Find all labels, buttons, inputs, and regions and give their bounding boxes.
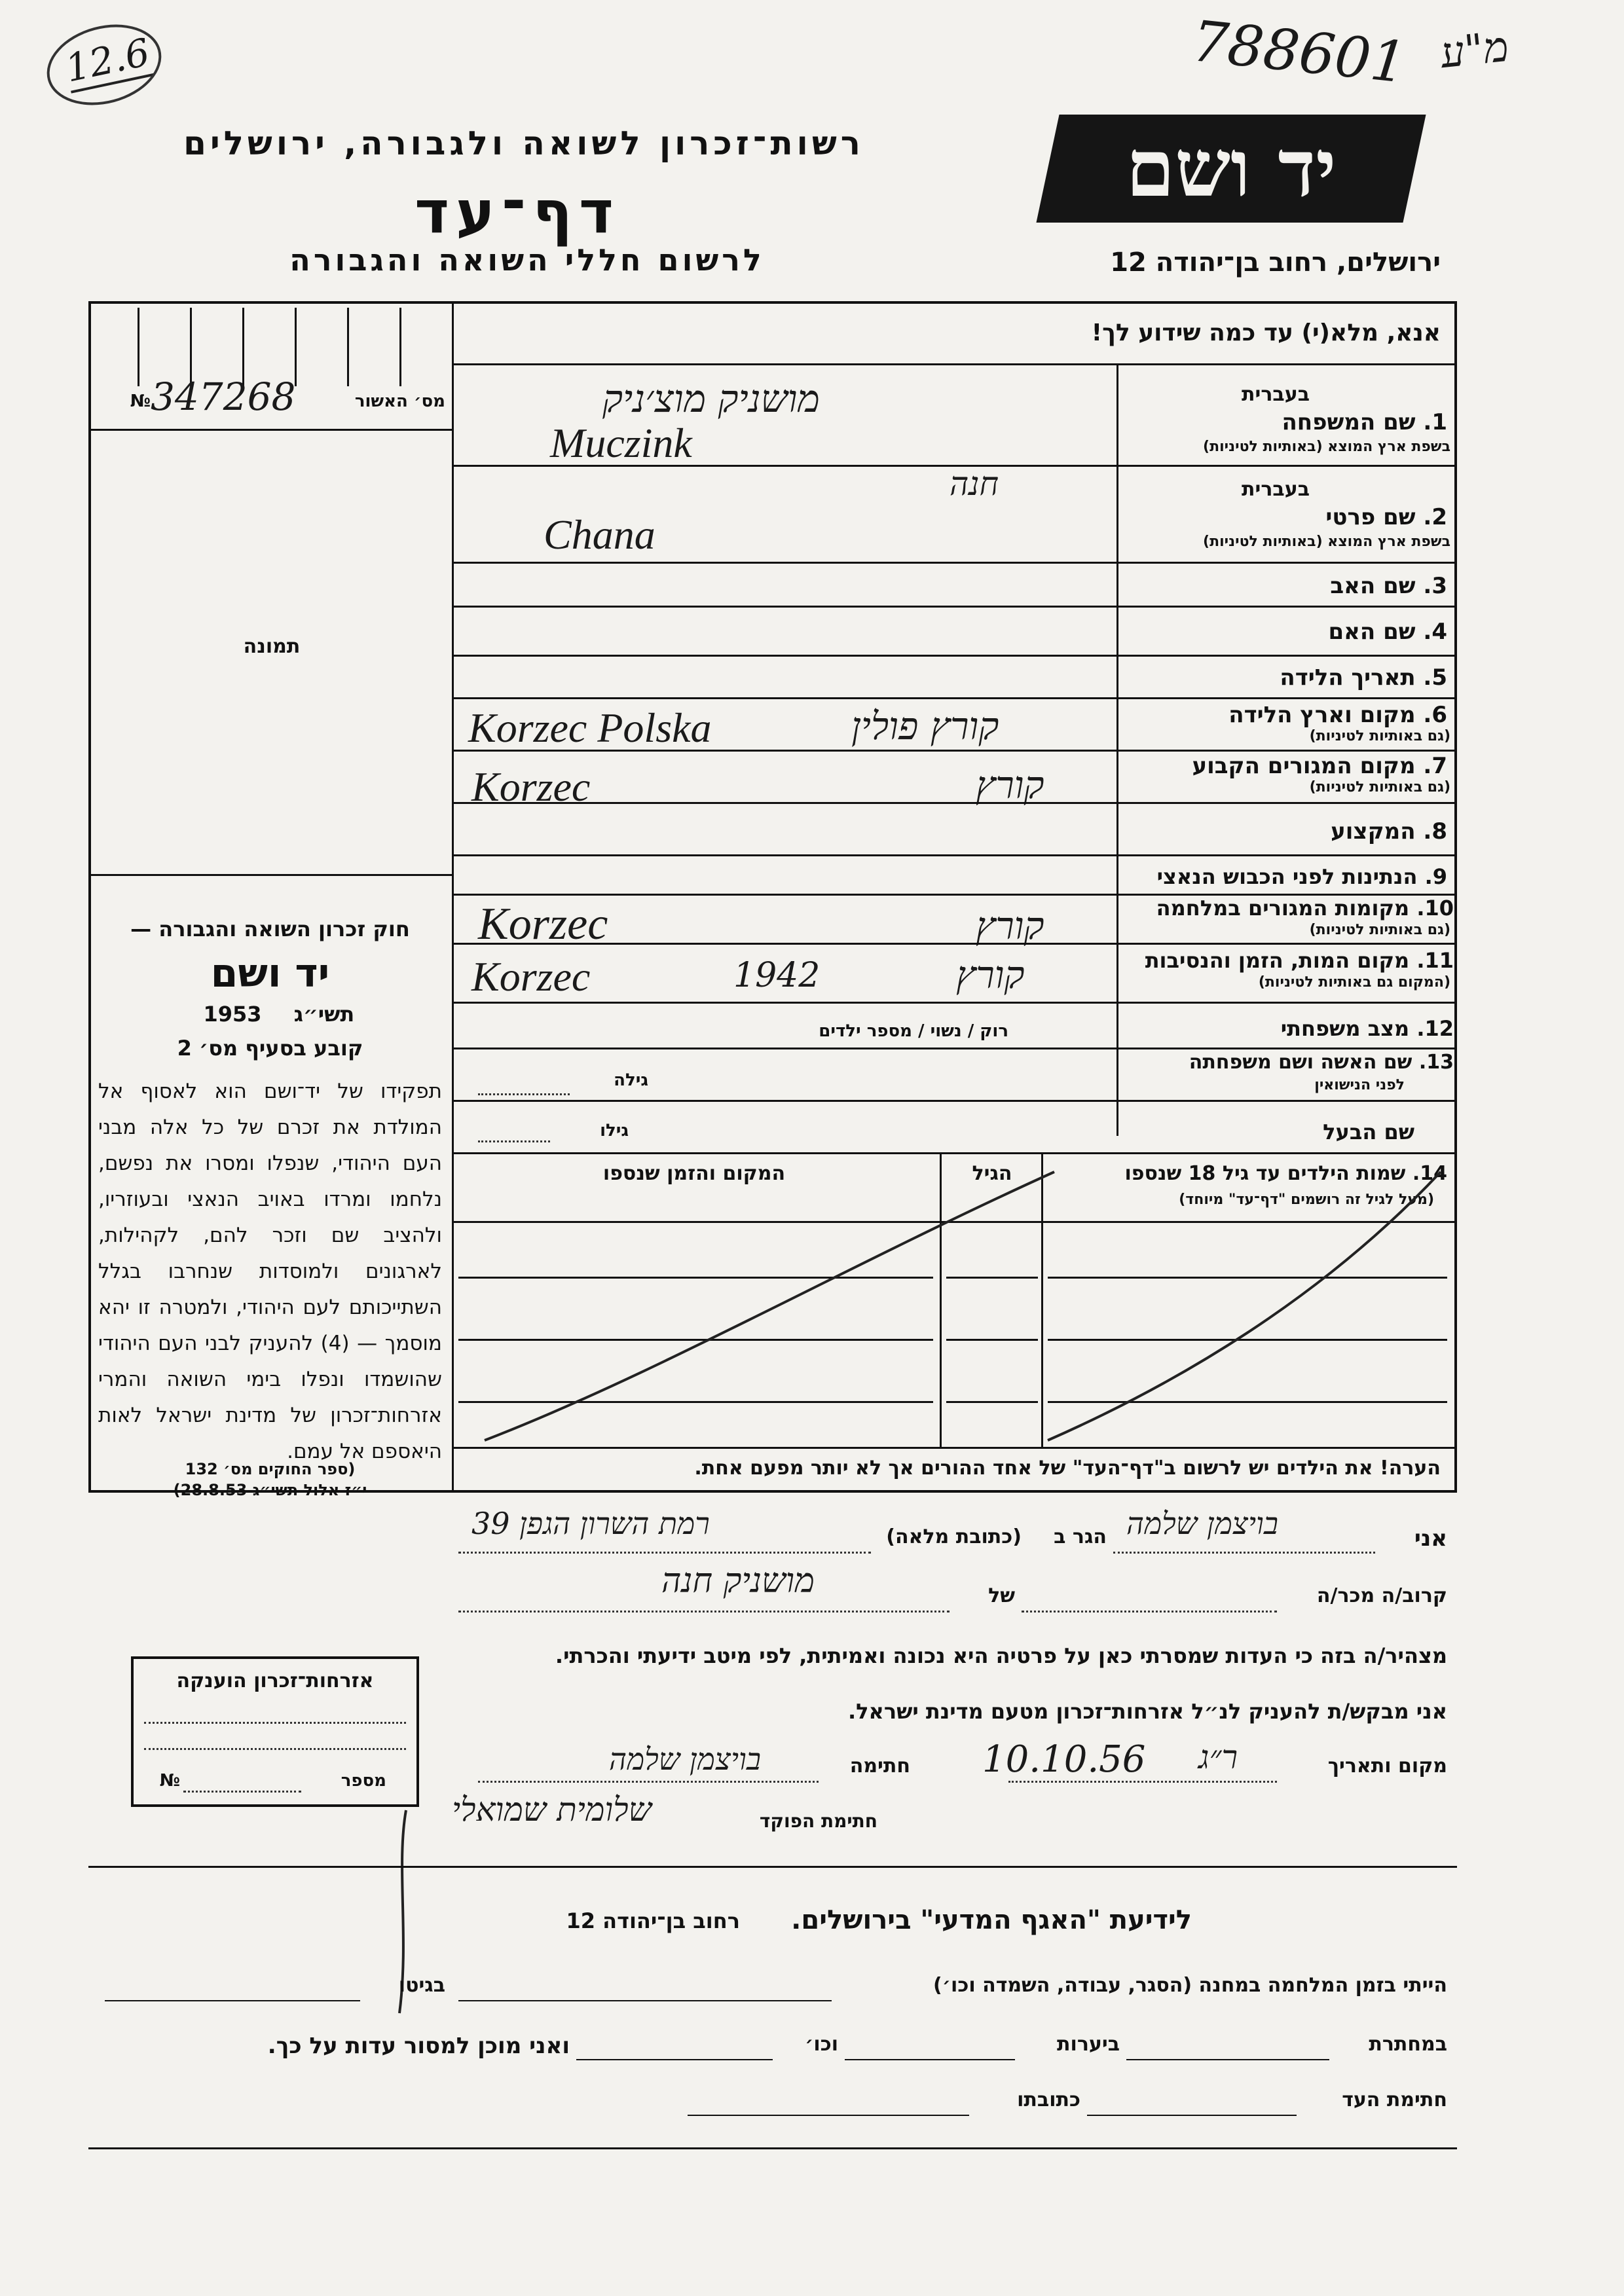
decl-date-value: 10.10.56 — [982, 1738, 1146, 1781]
research-line2-c: וכו׳ — [805, 2033, 838, 2056]
research-line1-b: בגיטו — [398, 1974, 445, 1997]
field-1-value-latin: Muczink — [550, 420, 692, 466]
decl-of: של — [988, 1584, 1015, 1607]
approval-no-label: № — [130, 392, 151, 411]
approval-label: מס׳ האשור — [354, 392, 445, 411]
field-7-value-he: קורץ — [976, 763, 1044, 807]
field-10-value-he: קורץ — [976, 903, 1044, 948]
field-8-label: 8. המקצוע — [1331, 818, 1447, 845]
row-divider — [452, 854, 1457, 856]
decl-relative-line — [1022, 1611, 1277, 1613]
photo-divider — [88, 874, 452, 876]
citizenship-box-no: № — [159, 1771, 180, 1791]
field-6-value-latin: Korzec Polska — [468, 704, 712, 751]
decl-place-line — [1008, 1781, 1277, 1783]
field-1-value-he: מושניק מוצ׳ניק — [602, 376, 820, 421]
row-divider — [452, 1002, 1457, 1004]
research-line3-a: חתימת העד — [1342, 2088, 1447, 2111]
law-title: חוק זכרון השואה והגבורה — — [130, 917, 410, 941]
field-12-options: רוק / נשוי / מספר ילדים — [819, 1021, 1008, 1041]
citizenship-box-title: אזרחות־זכרון הוענקה — [176, 1669, 374, 1692]
field-2-sub: בשפת ארץ המוצא (באותיות לטיניות) — [1203, 534, 1450, 550]
row-divider — [452, 750, 1457, 752]
row-divider — [452, 943, 1457, 945]
row-divider — [452, 606, 1457, 608]
citizenship-box-number-line — [183, 1791, 301, 1793]
decl-resides: הגר ב — [1054, 1525, 1107, 1548]
field-1-sub: בשפת ארץ המוצא (באותיות לטיניות) — [1203, 439, 1450, 455]
research-line2-blank — [576, 2059, 773, 2060]
instruction: אנא, מלא(י) עד כמה שידוע לך! — [1091, 319, 1441, 346]
law-source: (ספר החוקים מס׳ 132 — [185, 1460, 356, 1478]
authority-title: רשות־זכרון לשואה ולגבורה, ירושלים — [183, 124, 864, 162]
decl-place-value: ר״ג — [1198, 1738, 1238, 1776]
decl-of-value: מושניק חנה — [661, 1561, 815, 1601]
yad-vashem-logo — [1036, 115, 1426, 223]
hebrew-label: בעברית — [1242, 478, 1310, 501]
row-divider — [452, 697, 1457, 699]
left-column-divider — [452, 301, 454, 1493]
field-11-value-year: 1942 — [733, 956, 821, 995]
citizenship-box-line — [144, 1722, 406, 1724]
research-line3-b: כתובתו — [1017, 2088, 1080, 2111]
field-12-label: 12. מצב משפחתי — [1280, 1016, 1454, 1041]
note-divider — [452, 1447, 1457, 1449]
field-2-label: 2. שם פרטי — [1325, 504, 1447, 530]
field-7-sub: (גם באותיות לטיניות) — [1309, 779, 1450, 795]
law-name: יד ושם — [210, 951, 330, 996]
research-line2-b: ביערות — [1057, 2033, 1120, 2056]
decl-address-value: רמת השרון הגפן 39 — [471, 1506, 710, 1541]
approval-value: 347268 — [151, 374, 296, 419]
instruction-divider — [452, 363, 1457, 365]
decl-signature-label: חתימה — [849, 1755, 910, 1777]
field-11-value-latin: Korzec — [471, 953, 591, 1000]
field-10-sub: (גם באותיות לטיניות) — [1309, 922, 1450, 938]
research-line1-blank — [458, 2000, 832, 2001]
research-bottom-line — [88, 2147, 1457, 2149]
field-13-label: 13. שם האשה ושם משפחתה — [1189, 1051, 1454, 1074]
children-note: הערה! את הילדים יש לרשום ב"דף־העד" של אחד ההורים אך לא יותר מפעם אחת. — [694, 1457, 1441, 1480]
research-line2-blank — [845, 2059, 1015, 2060]
field-14-age-col: הגיל — [972, 1162, 1012, 1185]
decl-of-line — [458, 1611, 950, 1613]
decl-place-date: מקום ותאריך — [1327, 1755, 1447, 1777]
husband-age-label: גילו — [600, 1121, 629, 1140]
decl-signature-value: בויצמן שלמה — [609, 1741, 762, 1777]
row-divider — [452, 655, 1457, 657]
research-line2-d: ואני מוכן למסור עדות על כך. — [267, 2033, 570, 2059]
field-2-value-he: חנה — [950, 465, 999, 503]
top-left-annotation: 12.6 — [62, 29, 154, 93]
research-line1-a: הייתי בזמן המלחמה במחנה (הסגר, עבודה, השמדה וכו׳) — [933, 1974, 1447, 1997]
decl-name-value: בויצמן שלמה — [1126, 1506, 1279, 1541]
row-divider — [452, 562, 1457, 564]
research-address: רחוב בן־יהודה 12 — [566, 1908, 740, 1933]
cancel-stroke-icon — [458, 1159, 1454, 1447]
decl-request: אני מבקש/ת להעניק לנ״ל אזרחות־זכרון מטעם מדינת ישראל. — [848, 1699, 1447, 1724]
field-10-label: 10. מקומות המגורים במלחמה — [1156, 896, 1454, 920]
field-11-label: 11. מקום המות, הזמן והנסיבות — [1145, 948, 1454, 973]
field-13-age-label: גילה — [614, 1070, 648, 1090]
approval-tick — [399, 308, 401, 386]
law-text: תפקידו של יד־ושם הוא לאסוף אל המולדת את זכרם של כל אלה מבני העם היהודי, שנפלו ומסרו את נפשם, נלחמו ומרדו באויב הנאצי ובעוזריו, ולהציב שם וזכר להם, לקהילות, לארגונים ולמוסדות שנחרבו בגלל השתייכותם לעם היהודי, ולמטרה זו יהא מוסמך — (4) להעניק לבני העם היהודי שהושמדו ונפלו בימי השואה והמרי אזרחות־זכרון של מדינת ישראל לאות היאספם אל עמם. — [98, 1080, 442, 1463]
law-source-date: י״ז אלול תשי״ג 28.8.53) — [173, 1481, 367, 1499]
field-14-label: 14. שמות הילדים עד גיל 18 שנספו — [1124, 1162, 1447, 1185]
approval-divider — [88, 429, 452, 431]
field-11-value-he: קורץ — [956, 953, 1025, 997]
field-5-label: 5. תאריך הלידה — [1280, 665, 1447, 691]
decl-full-address: (כתובת מלאה) — [886, 1525, 1022, 1548]
form-title: דף־עד — [415, 178, 620, 247]
decl-address-line — [458, 1552, 871, 1554]
decl-officer-label: חתימת הפוקד — [759, 1810, 877, 1832]
field-7-value-latin: Korzec — [471, 763, 591, 810]
field-14-sub: (מעל לגיל זה רושמים "דף־עד" מיוחד) — [1179, 1192, 1434, 1208]
field-6-sub: (גם באותיות לטיניות) — [1309, 728, 1450, 744]
law-year-he: תשי״ג — [293, 1002, 355, 1027]
field-4-label: 4. שם האם — [1328, 619, 1447, 645]
row-divider — [452, 1100, 1457, 1102]
approval-tick — [138, 308, 139, 386]
field-7-label: 7. מקום המגורים הקבוע — [1192, 753, 1447, 779]
field-10-value-latin: Korzec — [478, 899, 608, 949]
decl-ani: אני — [1414, 1525, 1447, 1552]
citizenship-box-line — [144, 1748, 406, 1750]
header-address: ירושלים, רחוב בן־יהודה 12 — [1110, 247, 1441, 278]
annotation-circle-icon — [38, 12, 170, 117]
research-line3-blank — [1087, 2115, 1297, 2116]
decl-name-line — [1113, 1552, 1375, 1554]
husband-age-line — [478, 1140, 550, 1142]
field-13-age-line — [478, 1093, 570, 1095]
field-13-sub: לפני הנישואין — [1314, 1077, 1405, 1093]
research-line2-a: במחתרת — [1369, 2033, 1447, 2056]
logo-text: יד ושם — [1126, 122, 1337, 215]
field-11-sub: (המקום גם באותיות לטיניות) — [1258, 974, 1450, 991]
decl-officer-value: שלומית שמואלי — [452, 1791, 652, 1829]
decl-relative: קרוב/ה מכר/ה — [1316, 1584, 1447, 1607]
field-2-value-latin: Chana — [544, 511, 655, 558]
photo-label: תמונה — [243, 635, 301, 658]
husband-label: שם הבעל — [1323, 1120, 1414, 1144]
decl-signature-line — [478, 1781, 819, 1783]
field-6-label: 6. מקום וארץ הלידה — [1228, 702, 1447, 728]
row-divider — [452, 1048, 1457, 1049]
field-3-label: 3. שם האב — [1330, 573, 1447, 599]
law-year: 1953 — [203, 1002, 262, 1027]
decl-attest: מצהיר/ה בזה כי העדות שמסרתי כאן על פרטיה היא נכונה ואמיתית, לפי מיטב ידיעתי והכרתי. — [555, 1643, 1447, 1668]
approval-tick — [347, 308, 349, 386]
field-14-place-col: המקום והזמן שנספו — [602, 1162, 786, 1185]
top-right-mark: מ"ע — [1438, 22, 1511, 79]
form-subtitle: לרשום חללי השואה והגבורה — [289, 242, 765, 278]
field-6-value-he: קורץ פולין — [851, 704, 999, 748]
top-right-number: 788601 — [1189, 9, 1410, 96]
hebrew-label: בעברית — [1242, 383, 1310, 406]
research-heading: לידיעת "האגף המדעי" בירושלים. — [791, 1905, 1192, 1935]
research-top-line — [88, 1866, 1457, 1868]
citizenship-box-number: מספר — [341, 1771, 386, 1791]
field-9-label: 9. הנתינות לפני הכבוש הנאצי — [1156, 864, 1447, 889]
law-clause: קובע בסעיף מס׳ 2 — [177, 1036, 363, 1061]
row-divider — [452, 802, 1457, 804]
research-line2-blank — [1126, 2059, 1329, 2060]
row-divider — [452, 1152, 1457, 1154]
research-line1-blank — [105, 2000, 360, 2001]
research-line3-blank — [688, 2115, 969, 2116]
field-1-label: 1. שם המשפחה — [1282, 409, 1447, 435]
